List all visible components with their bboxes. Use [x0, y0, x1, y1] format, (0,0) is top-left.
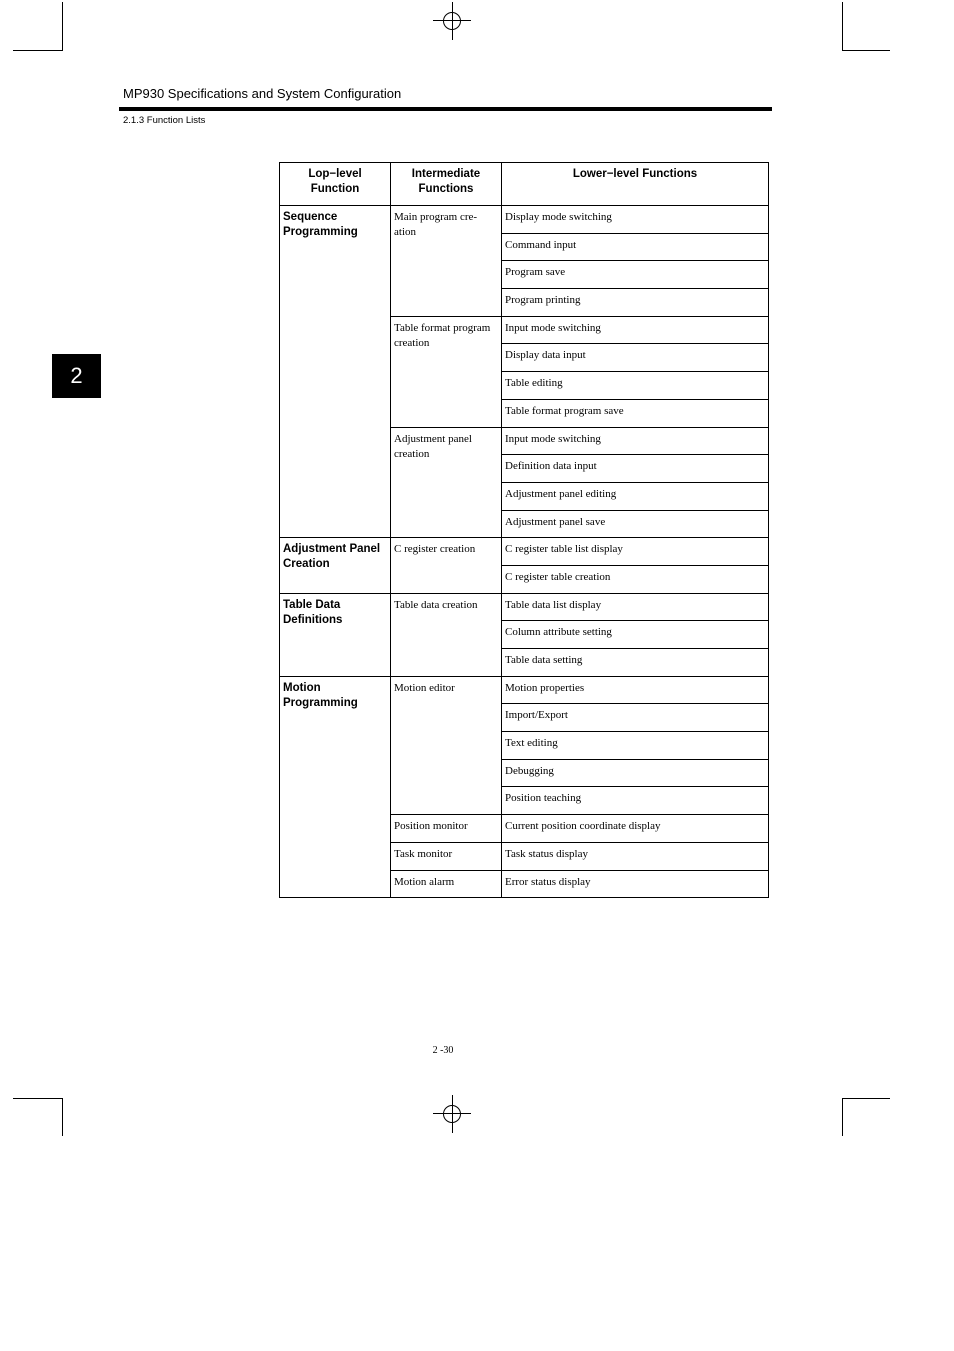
- lower-level-cell: Program save: [502, 261, 769, 289]
- section-title: 2.1.3 Function Lists: [123, 115, 206, 126]
- lower-level-cell: Display mode switching: [502, 206, 769, 234]
- page-header-title: MP930 Specifications and System Configuration: [123, 86, 402, 101]
- lower-level-cell: Column attribute setting: [502, 621, 769, 649]
- lower-level-cell: Text editing: [502, 732, 769, 760]
- lower-level-cell: Error status display: [502, 870, 769, 898]
- header-lower-level: Lower−level Functions: [502, 163, 769, 206]
- intermediate-cell: Position monitor: [391, 815, 502, 843]
- function-list-table: [279, 162, 769, 898]
- table-row: [280, 206, 769, 234]
- lower-level-cell: Import/Export: [502, 704, 769, 732]
- table-row: [280, 538, 769, 566]
- intermediate-cell: Table format program creation: [391, 316, 502, 427]
- lower-level-cell: Adjustment panel save: [502, 510, 769, 538]
- intermediate-cell: Main program cre- ation: [391, 206, 502, 317]
- lower-level-cell: Adjustment panel editing: [502, 482, 769, 510]
- lower-level-cell: Definition data input: [502, 455, 769, 483]
- top-level-cell: Adjustment Panel Creation: [280, 538, 391, 593]
- top-level-cell: Motion Programming: [280, 676, 391, 898]
- lower-level-cell: Table data list display: [502, 593, 769, 621]
- chapter-tab: 2: [52, 354, 101, 398]
- lower-level-cell: Current position coordinate display: [502, 815, 769, 843]
- lower-level-cell: Table editing: [502, 372, 769, 400]
- lower-level-cell: Command input: [502, 233, 769, 261]
- header-rule: [119, 107, 772, 111]
- intermediate-cell: Task monitor: [391, 842, 502, 870]
- intermediate-cell: Motion alarm: [391, 870, 502, 898]
- top-level-cell: Table Data Definitions: [280, 593, 391, 676]
- lower-level-cell: Display data input: [502, 344, 769, 372]
- table-row: [280, 593, 769, 621]
- lower-level-cell: Task status display: [502, 842, 769, 870]
- table-row: [280, 676, 769, 704]
- page-number: 2 -30: [432, 1045, 454, 1056]
- lower-level-cell: Motion properties: [502, 676, 769, 704]
- intermediate-cell: Motion editor: [391, 676, 502, 814]
- lower-level-cell: Program printing: [502, 289, 769, 317]
- lower-level-cell: Input mode switching: [502, 427, 769, 455]
- intermediate-cell: Table data creation: [391, 593, 502, 676]
- intermediate-cell: Adjustment panel creation: [391, 427, 502, 538]
- table-header-row: [280, 163, 769, 206]
- top-level-cell: Sequence Programming: [280, 206, 391, 538]
- lower-level-cell: Input mode switching: [502, 316, 769, 344]
- lower-level-cell: C register table creation: [502, 565, 769, 593]
- lower-level-cell: C register table list display: [502, 538, 769, 566]
- lower-level-cell: Debugging: [502, 759, 769, 787]
- intermediate-cell: C register creation: [391, 538, 502, 593]
- lower-level-cell: Table data setting: [502, 649, 769, 677]
- lower-level-cell: Position teaching: [502, 787, 769, 815]
- header-top-level: Lop−level Function: [280, 163, 391, 206]
- lower-level-cell: Table format program save: [502, 399, 769, 427]
- header-intermediate: Intermediate Functions: [391, 163, 502, 206]
